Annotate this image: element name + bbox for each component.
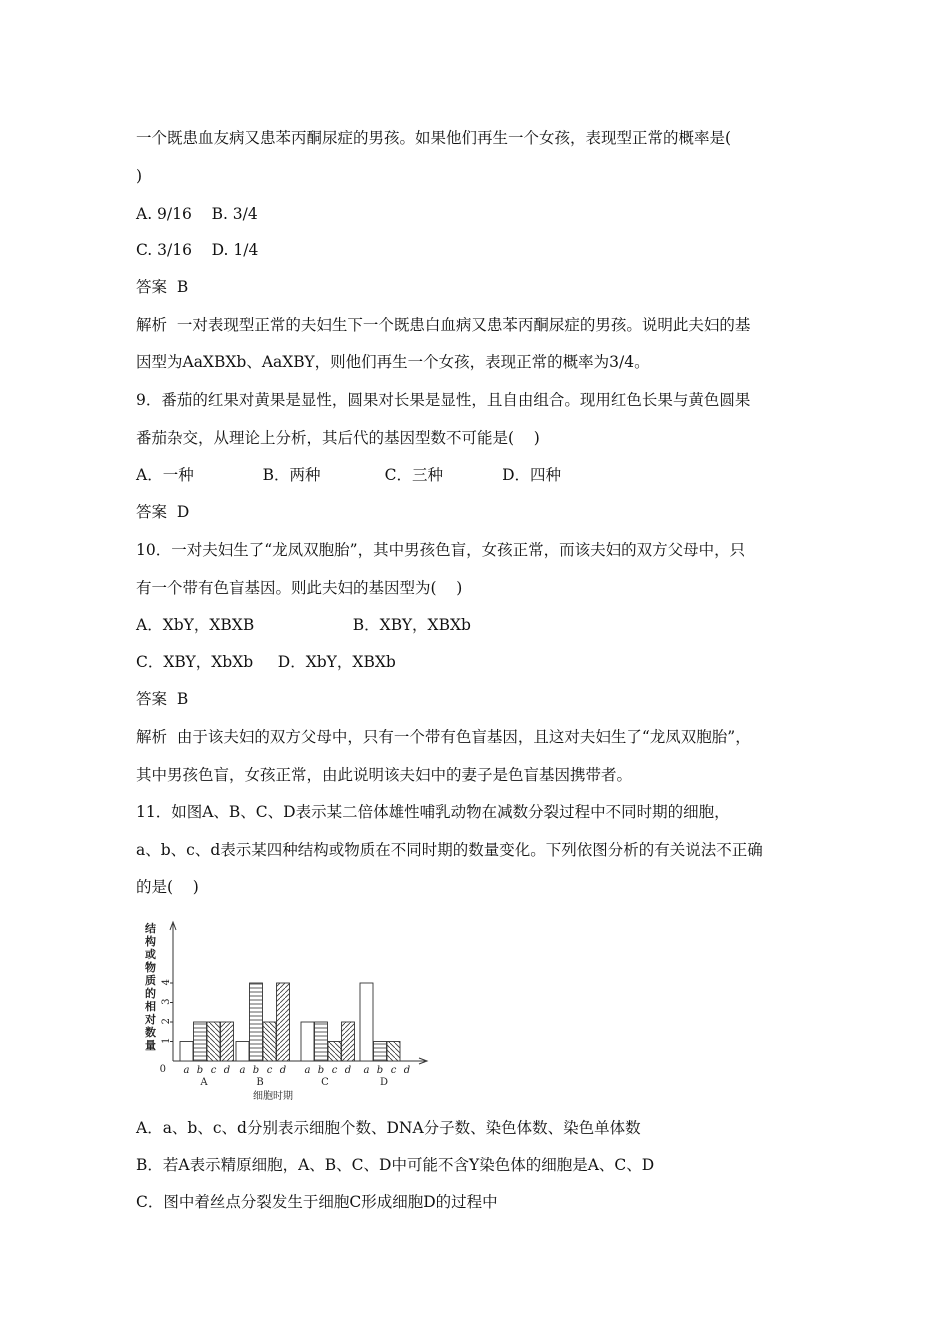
- text-line: 番茄杂交，从理论上分析，其后代的基因型数不可能是( ): [136, 429, 540, 447]
- y-axis-label-char: 的: [145, 987, 156, 1000]
- bar-label: a: [239, 1065, 246, 1076]
- y-axis-label-char: 结: [145, 922, 156, 935]
- y-tick-label: 1: [161, 1037, 172, 1044]
- origin-label: 0: [159, 1064, 166, 1075]
- bar-label: d: [403, 1065, 411, 1076]
- bar: [315, 1022, 328, 1061]
- bar: [236, 1042, 249, 1062]
- y-axis-label-char: 相: [145, 1000, 156, 1013]
- x-axis-label: 细胞时期: [253, 1091, 293, 1102]
- text-line: C. 3/16 D. 1/4: [136, 241, 259, 259]
- bar-label: a: [304, 1065, 311, 1076]
- bar: [301, 1022, 314, 1061]
- group-label: D: [379, 1077, 389, 1088]
- text-line: 11．如图A、B、C、D表示某二倍体雄性哺乳动物在减数分裂过程中不同时期的细胞，: [136, 803, 730, 821]
- text-line: 答案 D: [136, 503, 190, 521]
- y-axis-label-char: 数: [145, 1026, 156, 1039]
- bar-label: d: [223, 1065, 231, 1076]
- y-axis-label-char: 构: [145, 935, 156, 948]
- text-line: 因型为AaXBXb、AaXBY，则他们再生一个女孩，表现正常的概率为3/4。: [136, 353, 650, 371]
- y-tick-label: 4: [161, 979, 172, 986]
- bar-label: c: [210, 1065, 217, 1076]
- bar: [342, 1022, 355, 1061]
- option-line: C．图中着丝点分裂发生于细胞C形成细胞D的过程中: [136, 1193, 498, 1211]
- text-line: 的是( ): [136, 878, 199, 896]
- bar-chart: [140, 918, 440, 1108]
- option-line: A．a、b、c、d分别表示细胞个数、DNA分子数、染色体数、染色单体数: [136, 1119, 641, 1137]
- text-line: A. 9/16 B. 3/4: [136, 205, 258, 223]
- bar-label: d: [344, 1065, 352, 1076]
- bar: [374, 1042, 387, 1062]
- group-label: C: [321, 1077, 329, 1088]
- bar: [328, 1042, 341, 1062]
- text-line: 一个既患血友病又患苯丙酮尿症的男孩。如果他们再生一个女孩，表现型正常的概率是(: [136, 129, 732, 147]
- bar: [180, 1042, 193, 1062]
- text-line: 9．番茄的红果对黄果是显性，圆果对长果是显性，且自由组合。现用红色长果与黄色圆果: [136, 391, 751, 409]
- bar-label: b: [317, 1065, 325, 1076]
- bar-label: a: [183, 1065, 190, 1076]
- bar: [250, 983, 263, 1061]
- group-label: B: [256, 1077, 264, 1088]
- group-label: A: [200, 1077, 208, 1088]
- option-line: B．若A表示精原细胞，A、B、C、D中可能不含Y染色体的细胞是A、C、D: [136, 1156, 655, 1174]
- y-axis-label-char: 或: [145, 948, 156, 961]
- bar: [277, 983, 290, 1061]
- bar-label: b: [196, 1065, 204, 1076]
- bar: [207, 1022, 220, 1061]
- y-axis-label-char: 质: [145, 974, 156, 987]
- text-line: 其中男孩色盲，女孩正常，由此说明该夫妇中的妻子是色盲基因携带者。: [136, 766, 633, 784]
- y-axis-label-char: 物: [145, 961, 156, 974]
- bar: [221, 1022, 234, 1061]
- bar: [263, 1022, 276, 1061]
- text-line: 10．一对夫妇生了“龙凤双胞胎”，其中男孩色盲，女孩正常，而该夫妇的双方父母中，只: [136, 541, 746, 559]
- text-line: ): [136, 167, 143, 185]
- bar-label: b: [376, 1065, 384, 1076]
- text-line: 有一个带有色盲基因。则此夫妇的基因型为( ): [136, 579, 463, 597]
- text-line: 解析 由于该夫妇的双方父母中，只有一个带有色盲基因，且这对夫妇生了“龙凤双胞胎”，: [136, 728, 751, 746]
- text-line: a、b、c、d表示某四种结构或物质在不同时期的数量变化。下列依图分析的有关说法不正确: [136, 841, 763, 859]
- bar-label: a: [363, 1065, 370, 1076]
- bar: [387, 1042, 400, 1062]
- text-line: 答案 B: [136, 690, 189, 708]
- bar-label: c: [390, 1065, 397, 1076]
- bar-label: b: [252, 1065, 260, 1076]
- y-tick-label: 3: [161, 998, 172, 1005]
- bar-label: c: [331, 1065, 338, 1076]
- text-line: A．XbY，XBXB B．XBY，XBXb: [136, 616, 471, 634]
- text-line: A．一种 B．两种 C．三种 D．四种: [136, 466, 562, 484]
- text-line: C．XBY，XbXb D．XbY，XBXb: [136, 653, 396, 671]
- text-line: 答案 B: [136, 278, 189, 296]
- text-line: 解析 一对表现型正常的夫妇生下一个既患白血病又患苯丙酮尿症的男孩。说明此夫妇的基: [136, 316, 751, 334]
- y-axis-label-char: 量: [145, 1039, 156, 1052]
- bar-label: c: [266, 1065, 273, 1076]
- bar-label: d: [279, 1065, 287, 1076]
- bar: [194, 1022, 207, 1061]
- bar: [360, 983, 373, 1061]
- y-axis-label-char: 对: [145, 1013, 156, 1026]
- y-tick-label: 2: [161, 1018, 172, 1025]
